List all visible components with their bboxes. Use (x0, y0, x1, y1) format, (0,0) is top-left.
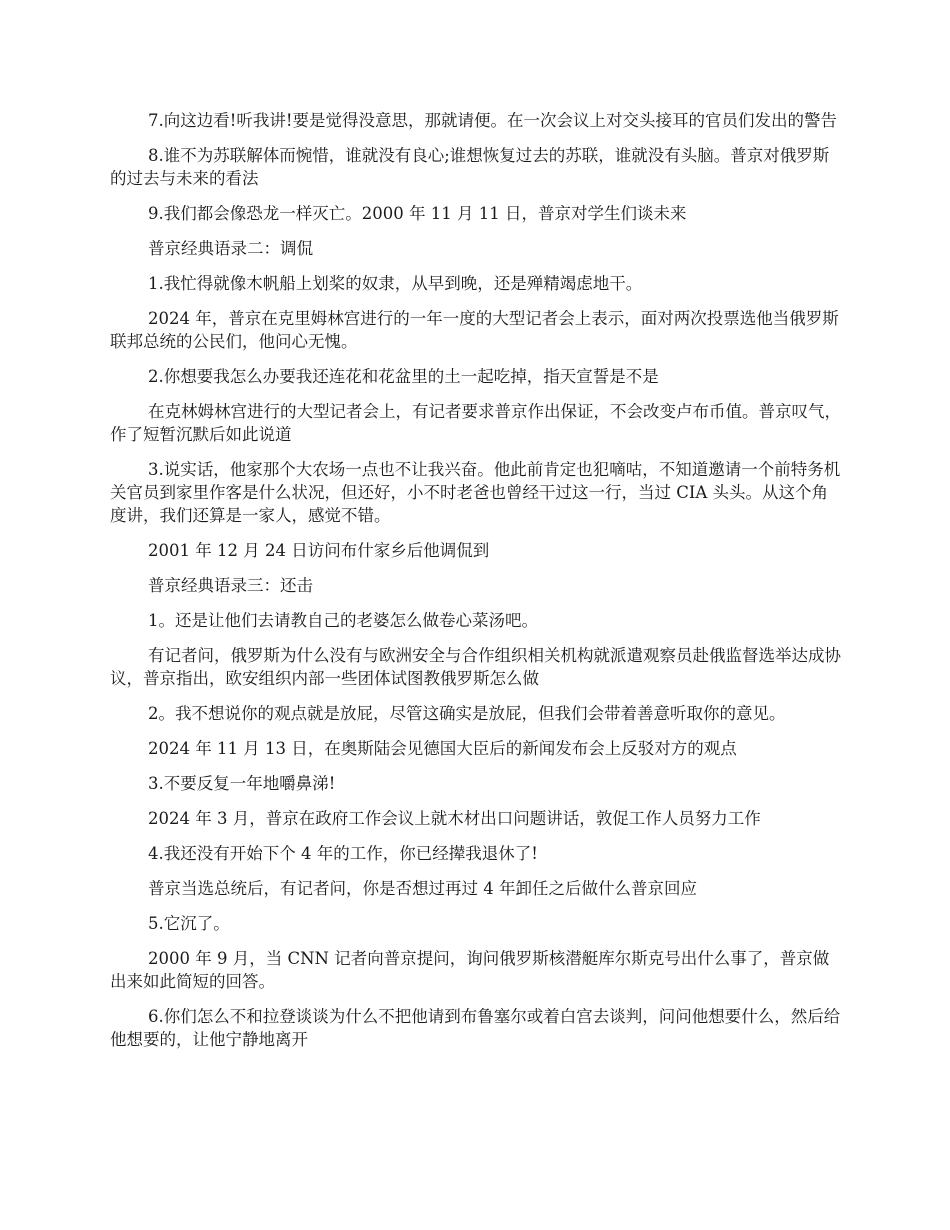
paragraph-huanji-5-context: 2000 年 9 月，当 CNN 记者向普京提问，询问俄罗斯核潜艇库尔斯克号出什么事了，普京做出来如此简短的回答。 (110, 949, 830, 991)
paragraph-huanji-3-context: 2024 年 3 月，普京在政府工作会议上就木材出口问题讲话，敦促工作人员努力工作 (148, 809, 761, 828)
paragraph-huanji-2-context: 2024 年 11 月 13 日，在奥斯陆会见德国大臣后的新闻发布会上反驳对方的观点 (148, 739, 737, 758)
paragraph-huanji-1-context: 有记者问，俄罗斯为什么没有与欧洲安全与合作组织相关机构就派遣观察员赴俄监督选举达成协议，普京指出，欧安组织内部一些团体试图教俄罗斯怎么做 (110, 646, 841, 688)
paragraph-huanji-5: 5.它沉了。 (148, 914, 230, 933)
paragraph-huanji-4-context: 普京当选总统后，有记者问，你是否想过再过 4 年卸任之后做什么普京回应 (148, 879, 697, 898)
section-heading-tiaokan: 普京经典语录二：调侃 (148, 239, 313, 258)
paragraph-huanji-3: 3.不要反复一年地嚼鼻涕! (148, 774, 336, 793)
paragraph-tiaokan-2: 2.你想要我怎么办要我还连花和花盆里的土一起吃掉，指天宣誓是不是 (148, 367, 659, 386)
paragraph-huanji-2: 2。我不想说你的观点就是放屁，尽管这确实是放屁，但我们会带着善意听取你的意见。 (148, 704, 786, 723)
paragraph-quote-8: 8.谁不为苏联解体而惋惜，谁就没有良心;谁想恢复过去的苏联，谁就没有头脑。普京对俄罗斯的过去与未来的看法 (110, 146, 830, 188)
paragraph-quote-9: 9.我们都会像恐龙一样灭亡。2000 年 11 月 11 日，普京对学生们谈未来 (148, 204, 687, 223)
paragraph-huanji-4: 4.我还没有开始下个 4 年的工作，你已经撵我退休了! (148, 844, 538, 863)
paragraph-tiaokan-2-context: 在克林姆林宫进行的大型记者会上，有记者要求普京作出保证，不会改变卢布币值。普京叹气，作了短暂沉默后如此说道 (110, 402, 841, 444)
section-heading-huanji: 普京经典语录三：还击 (148, 576, 313, 595)
paragraph-tiaokan-1: 1.我忙得就像木帆船上划桨的奴隶，从早到晚，还是殚精竭虑地干。 (148, 274, 643, 293)
paragraph-tiaokan-3-context: 2001 年 12 月 24 日访问布什家乡后他调侃到 (148, 541, 490, 560)
paragraph-huanji-1: 1。还是让他们去请教自己的老婆怎么做卷心菜汤吧。 (148, 611, 538, 630)
paragraph-tiaokan-1-context: 2024 年，普京在克里姆林宫进行的一年一度的大型记者会上表示，面对两次投票选他当俄罗斯联邦总统的公民们，他问心无愧。 (110, 309, 839, 351)
paragraph-quote-7: 7.向这边看!听我讲!要是觉得没意思，那就请便。在一次会议上对交头接耳的官员们发出的警告 (148, 111, 838, 130)
paragraph-tiaokan-3: 3.说实话，他家那个大农场一点也不让我兴奋。他此前肯定也犯嘀咕，不知道邀请一个前特务机关官员到家里作客是什么状况，但还好，小不时老爸也曾经干过这一行，当过 CIA 头头。从这个角度讲，我们还算是一家人，感觉不错。 (110, 460, 841, 525)
paragraph-huanji-6: 6.你们怎么不和拉登谈谈为什么不把他请到布鲁塞尔或着白宫去谈判，问问他想要什么，然后给他想要的，让他宁静地离开 (110, 1007, 841, 1049)
